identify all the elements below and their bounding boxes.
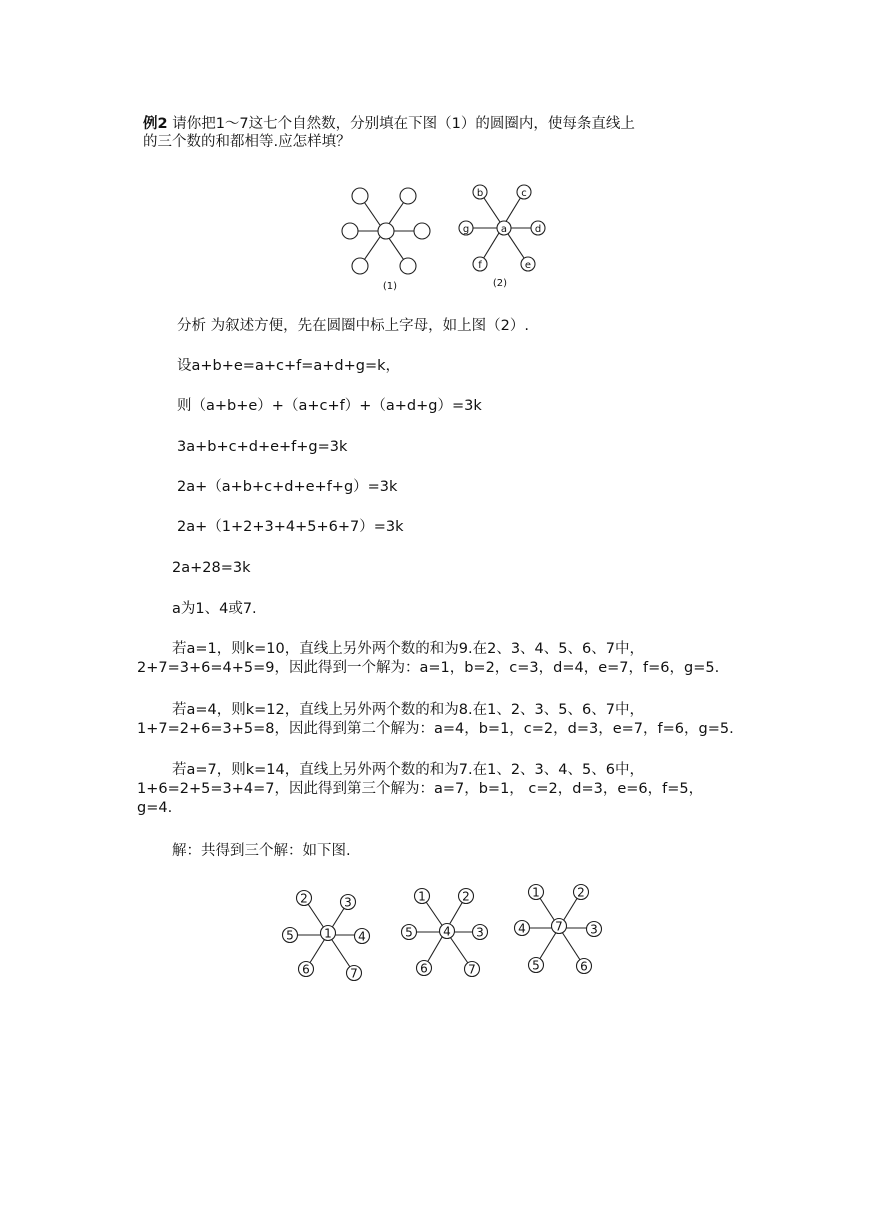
svg-text:6: 6 <box>302 962 310 977</box>
analysis-step-4: 2a+（a+b+c+d+e+f+g）=3k <box>177 479 398 495</box>
case-1-line-2: 2+7=3+6=4+5=9，因此得到一个解为：a=1，b=2，c=3，d=4，e=7，f=6，g=5. <box>137 660 720 676</box>
case-2-line-2: 1+7=2+6=3+5=8，因此得到第二个解为：a=4，b=1，c=2，d=3，e=7，f=6，g=5. <box>137 721 734 737</box>
fig1-circle-lower-right <box>400 258 416 274</box>
conclusion: 解：共得到三个解：如下图. <box>172 843 351 859</box>
case-3-line-2: 1+6=2+5=3+4=7，因此得到第三个解为：a=7，b=1， c=2，d=3，e=6，f=5， <box>137 781 704 797</box>
svg-text:6: 6 <box>580 959 588 974</box>
svg-text:5: 5 <box>532 958 540 973</box>
sol3-node-lower-left <box>529 958 544 973</box>
svg-text:1: 1 <box>324 926 332 941</box>
sol1-node-center <box>321 926 336 941</box>
sol1-node-upper-right <box>341 895 356 910</box>
svg-text:b: b <box>476 188 484 199</box>
fig2-node-left <box>459 221 473 235</box>
svg-text:a: a <box>500 224 508 235</box>
fig1-circle-upper-right <box>400 188 416 204</box>
case-3-line-3: g=4. <box>137 800 173 816</box>
sol3-node-upper-right <box>574 885 589 900</box>
sol3-node-right <box>587 922 602 937</box>
case-1-line-1: 若a=1，则k=10，直线上另外两个数的和为9.在2、3、4、5、6、7中， <box>172 641 644 657</box>
svg-text:1: 1 <box>532 885 540 900</box>
figure-1-caption: (1) <box>382 281 398 292</box>
fig1-circle-right <box>414 223 430 239</box>
svg-text:4: 4 <box>358 929 366 944</box>
svg-text:3: 3 <box>476 925 484 940</box>
svg-text:2: 2 <box>577 885 585 900</box>
analysis-step-3: 3a+b+c+d+e+f+g=3k <box>177 439 348 455</box>
sol1-node-right <box>355 929 370 944</box>
sol2-node-left <box>402 925 417 940</box>
figure-2-diagram <box>450 180 560 295</box>
sol1-node-left <box>283 928 298 943</box>
svg-text:3: 3 <box>344 895 352 910</box>
fig1-circle-center <box>378 223 394 239</box>
fig1-circle-lower-left <box>352 258 368 274</box>
fig1-circle-upper-left <box>352 188 368 204</box>
svg-text:1: 1 <box>418 889 426 904</box>
sol1-node-upper-left <box>297 891 312 906</box>
svg-text:4: 4 <box>518 921 526 936</box>
problem-label: 例2 <box>143 116 168 132</box>
sol2-node-upper-right <box>459 889 474 904</box>
svg-text:e: e <box>524 260 532 271</box>
svg-text:2: 2 <box>300 891 308 906</box>
case-2-line-1: 若a=4，则k=12，直线上另外两个数的和为8.在1、2、3、5、6、7中， <box>172 702 644 718</box>
fig1-circle-left <box>342 223 358 239</box>
svg-text:7: 7 <box>468 962 476 977</box>
problem-line-2: 的三个数的和都相等.应怎样填？ <box>143 134 351 150</box>
sol2-node-upper-left <box>415 889 430 904</box>
sol3-node-left <box>515 921 530 936</box>
analysis-step-2: 则（a+b+e）+（a+c+f）+（a+d+g）=3k <box>177 398 482 414</box>
sol2-node-center <box>440 924 455 939</box>
solution-1-diagram <box>280 886 380 986</box>
fig2-node-lower-left <box>473 257 487 271</box>
analysis-step-6: 2a+28=3k <box>172 560 251 576</box>
svg-text:f: f <box>478 260 482 271</box>
svg-text:7: 7 <box>350 966 358 981</box>
sol3-node-lower-right <box>577 959 592 974</box>
fig2-node-upper-left <box>473 185 487 199</box>
svg-text:5: 5 <box>405 925 413 940</box>
fig2-node-lower-right <box>521 257 535 271</box>
case-3-line-1: 若a=7，则k=14，直线上另外两个数的和为7.在1、2、3、4、5、6中， <box>172 762 644 778</box>
svg-text:4: 4 <box>443 924 451 939</box>
figure-1-diagram <box>330 180 440 295</box>
fig2-node-upper-right <box>517 185 531 199</box>
sol3-node-upper-left <box>529 885 544 900</box>
analysis-step-1: 设a+b+e=a+c+f=a+d+g=k， <box>177 358 401 374</box>
svg-text:c: c <box>521 188 527 199</box>
figure-2-caption: (2) <box>492 278 508 289</box>
analysis-intro: 分析 为叙述方便，先在圆圈中标上字母，如上图（2）. <box>177 318 529 334</box>
sol3-node-center <box>552 919 567 934</box>
analysis-step-7: a为1、4或7. <box>172 601 257 617</box>
svg-text:g: g <box>462 224 470 235</box>
solution-2-diagram <box>398 884 498 984</box>
analysis-step-5: 2a+（1+2+3+4+5+6+7）=3k <box>177 519 404 535</box>
svg-text:d: d <box>534 224 542 235</box>
fig2-node-center <box>497 221 511 235</box>
problem-line-1 <box>143 115 635 133</box>
svg-text:6: 6 <box>420 961 428 976</box>
sol1-node-lower-left <box>299 962 314 977</box>
sol1-node-lower-right <box>347 966 362 981</box>
fig2-node-right <box>531 221 545 235</box>
svg-text:5: 5 <box>286 928 294 943</box>
sol2-node-lower-right <box>465 962 480 977</box>
sol2-node-lower-left <box>417 961 432 976</box>
svg-text:3: 3 <box>590 922 598 937</box>
solution-3-diagram <box>512 880 612 980</box>
problem-text-1: 请你把1～7这七个自然数，分别填在下图（1）的圆圈内，使每条直线上 <box>172 116 635 132</box>
svg-text:7: 7 <box>555 919 563 934</box>
svg-text:2: 2 <box>462 889 470 904</box>
sol2-node-right <box>473 925 488 940</box>
